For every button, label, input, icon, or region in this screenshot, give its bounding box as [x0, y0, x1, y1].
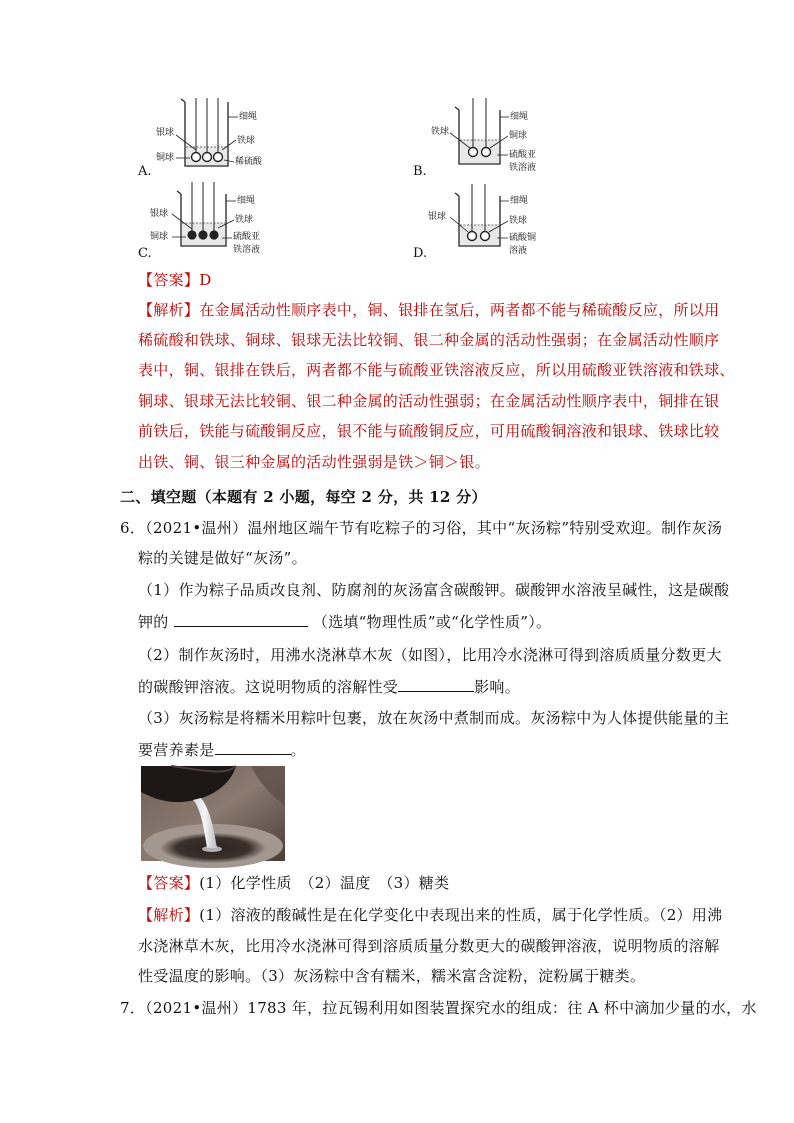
analysis-tag: 【解析】	[138, 301, 200, 319]
q5-analysis-line: 铜球、银球无法比较铜、银二种金属的活动性强弱；在金属活动性顺序表中，铜排在银	[138, 392, 720, 410]
photo-pouring-ash-water	[141, 766, 285, 861]
q6-stem-line: 粽的关键是做好“灰汤”。	[138, 549, 307, 567]
q6-stem-line: 6．（2021•温州）温州地区端午节有吃粽子的习俗，其中“灰汤粽”特别受欢迎。制作灰汤	[120, 519, 723, 537]
q6-analysis-line: 水浇淋草木灰，比用冷水浇淋可得到溶质质量分数更大的碳酸钾溶液，说明物质的溶解	[138, 937, 720, 955]
label-solution-2: 溶液	[509, 246, 528, 256]
label-solution-2: 铁溶液	[509, 163, 537, 173]
option-letter-a: A.	[138, 164, 152, 179]
q6-part2-line: 的碳酸钾溶液。这说明物质的溶解性受 影响。	[138, 678, 521, 696]
q5-answer	[138, 270, 212, 290]
label-copper-ball: 铜球	[150, 232, 169, 242]
q5-analysis-line: 出铁、铜、银三种金属的活动性强弱是铁＞铜＞银。	[138, 453, 490, 471]
section-heading: 二、填空题（本题有 2 小题，每空 2 分，共 12 分）	[120, 488, 487, 506]
label-silver-ball: 银球	[150, 209, 169, 219]
q6-analysis-line: 性受温度的影响。（3）灰汤粽中含有糯米，糯米富含淀粉，淀粉属于糖类。	[138, 967, 646, 985]
label-silver-ball: 银球	[156, 128, 175, 138]
label-solution-1: 硫酸亚	[509, 150, 537, 160]
label-silver-ball: 银球	[428, 212, 447, 222]
label-solution-2: 铁溶液	[233, 245, 261, 255]
label-string: 细绳	[237, 196, 256, 206]
analysis-tag: 【解析】	[138, 906, 200, 924]
answer-blank[interactable]	[398, 676, 474, 692]
label-iron-ball: 铁球	[509, 216, 528, 226]
option-letter-d: D.	[413, 246, 428, 261]
label-solution-1: 硫酸铜	[509, 233, 537, 243]
q5-analysis-line: 表中，铜、银排在铁后，两者都不能与硫酸亚铁溶液反应，所以用硫酸亚铁溶液和铁球、	[138, 361, 735, 379]
label-copper-ball: 铜球	[156, 153, 175, 163]
label-copper-ball: 铜球	[509, 131, 528, 141]
q5-analysis-line: 【解析】在金属活动性顺序表中，铜、银排在氢后，两者都不能与稀硫酸反应，所以用	[138, 301, 720, 319]
q6-part2-line: （2）制作灰汤时，用沸水浇淋草木灰（如图），比用冷水浇淋可得到溶质质量分数更大	[138, 646, 722, 664]
q6-part3-line: 要营养素是 。	[138, 741, 306, 759]
answer-blank[interactable]	[215, 739, 291, 755]
answer-value: (1）化学性质 （2）温度 （3）糖类	[199, 874, 450, 892]
label-string: 细绳	[510, 196, 529, 206]
answer-tag: 【答案】	[138, 271, 200, 289]
q6-part3-line: （3）灰汤粽是将糯米用粽叶包裹，放在灰汤中煮制而成。灰汤粽中为人体提供能量的主	[138, 709, 730, 727]
answer-blank[interactable]	[174, 611, 308, 627]
q5-analysis-line: 稀硫酸和铁球、铜球、银球无法比较铜、银二种金属的活动性强弱；在金属活动性顺序	[138, 331, 720, 349]
q6-analysis-line: 【解析】(1）溶液的酸碱性是在化学变化中表现出来的性质，属于化学性质。（2）用沸	[138, 906, 723, 924]
option-letter-c: C.	[138, 246, 152, 261]
label-iron-ball: 铁球	[431, 127, 450, 137]
label-iron-ball: 铁球	[235, 215, 254, 225]
q6-answer	[138, 873, 449, 893]
label-iron-ball: 铁球	[237, 136, 256, 146]
label-solution-1: 硫酸亚	[233, 232, 261, 242]
label-string: 细绳	[239, 112, 258, 122]
answer-value: D	[199, 271, 212, 289]
label-solution: 稀硫酸	[235, 157, 263, 167]
label-string: 细绳	[510, 112, 529, 122]
q6-part1-line: 钾的 （选填“物理性质”或“化学性质”）。	[138, 613, 552, 631]
q5-analysis-line: 前铁后，铁能与硫酸铜反应，银不能与硫酸铜反应，可用硫酸铜溶液和银球、铁球比较	[138, 422, 720, 440]
q6-part1-line: （1）作为粽子品质改良剂、防腐剂的灰汤富含碳酸钾。碳酸钾水溶液呈碱性，这是碳酸	[138, 581, 730, 599]
option-letter-b: B.	[413, 164, 427, 179]
q7-stem-line: 7．（2021•温州）1783 年，拉瓦锡利用如图装置探究水的组成：往 A 杯中滴加少量的水，水	[120, 999, 757, 1017]
answer-tag: 【答案】	[138, 874, 200, 892]
